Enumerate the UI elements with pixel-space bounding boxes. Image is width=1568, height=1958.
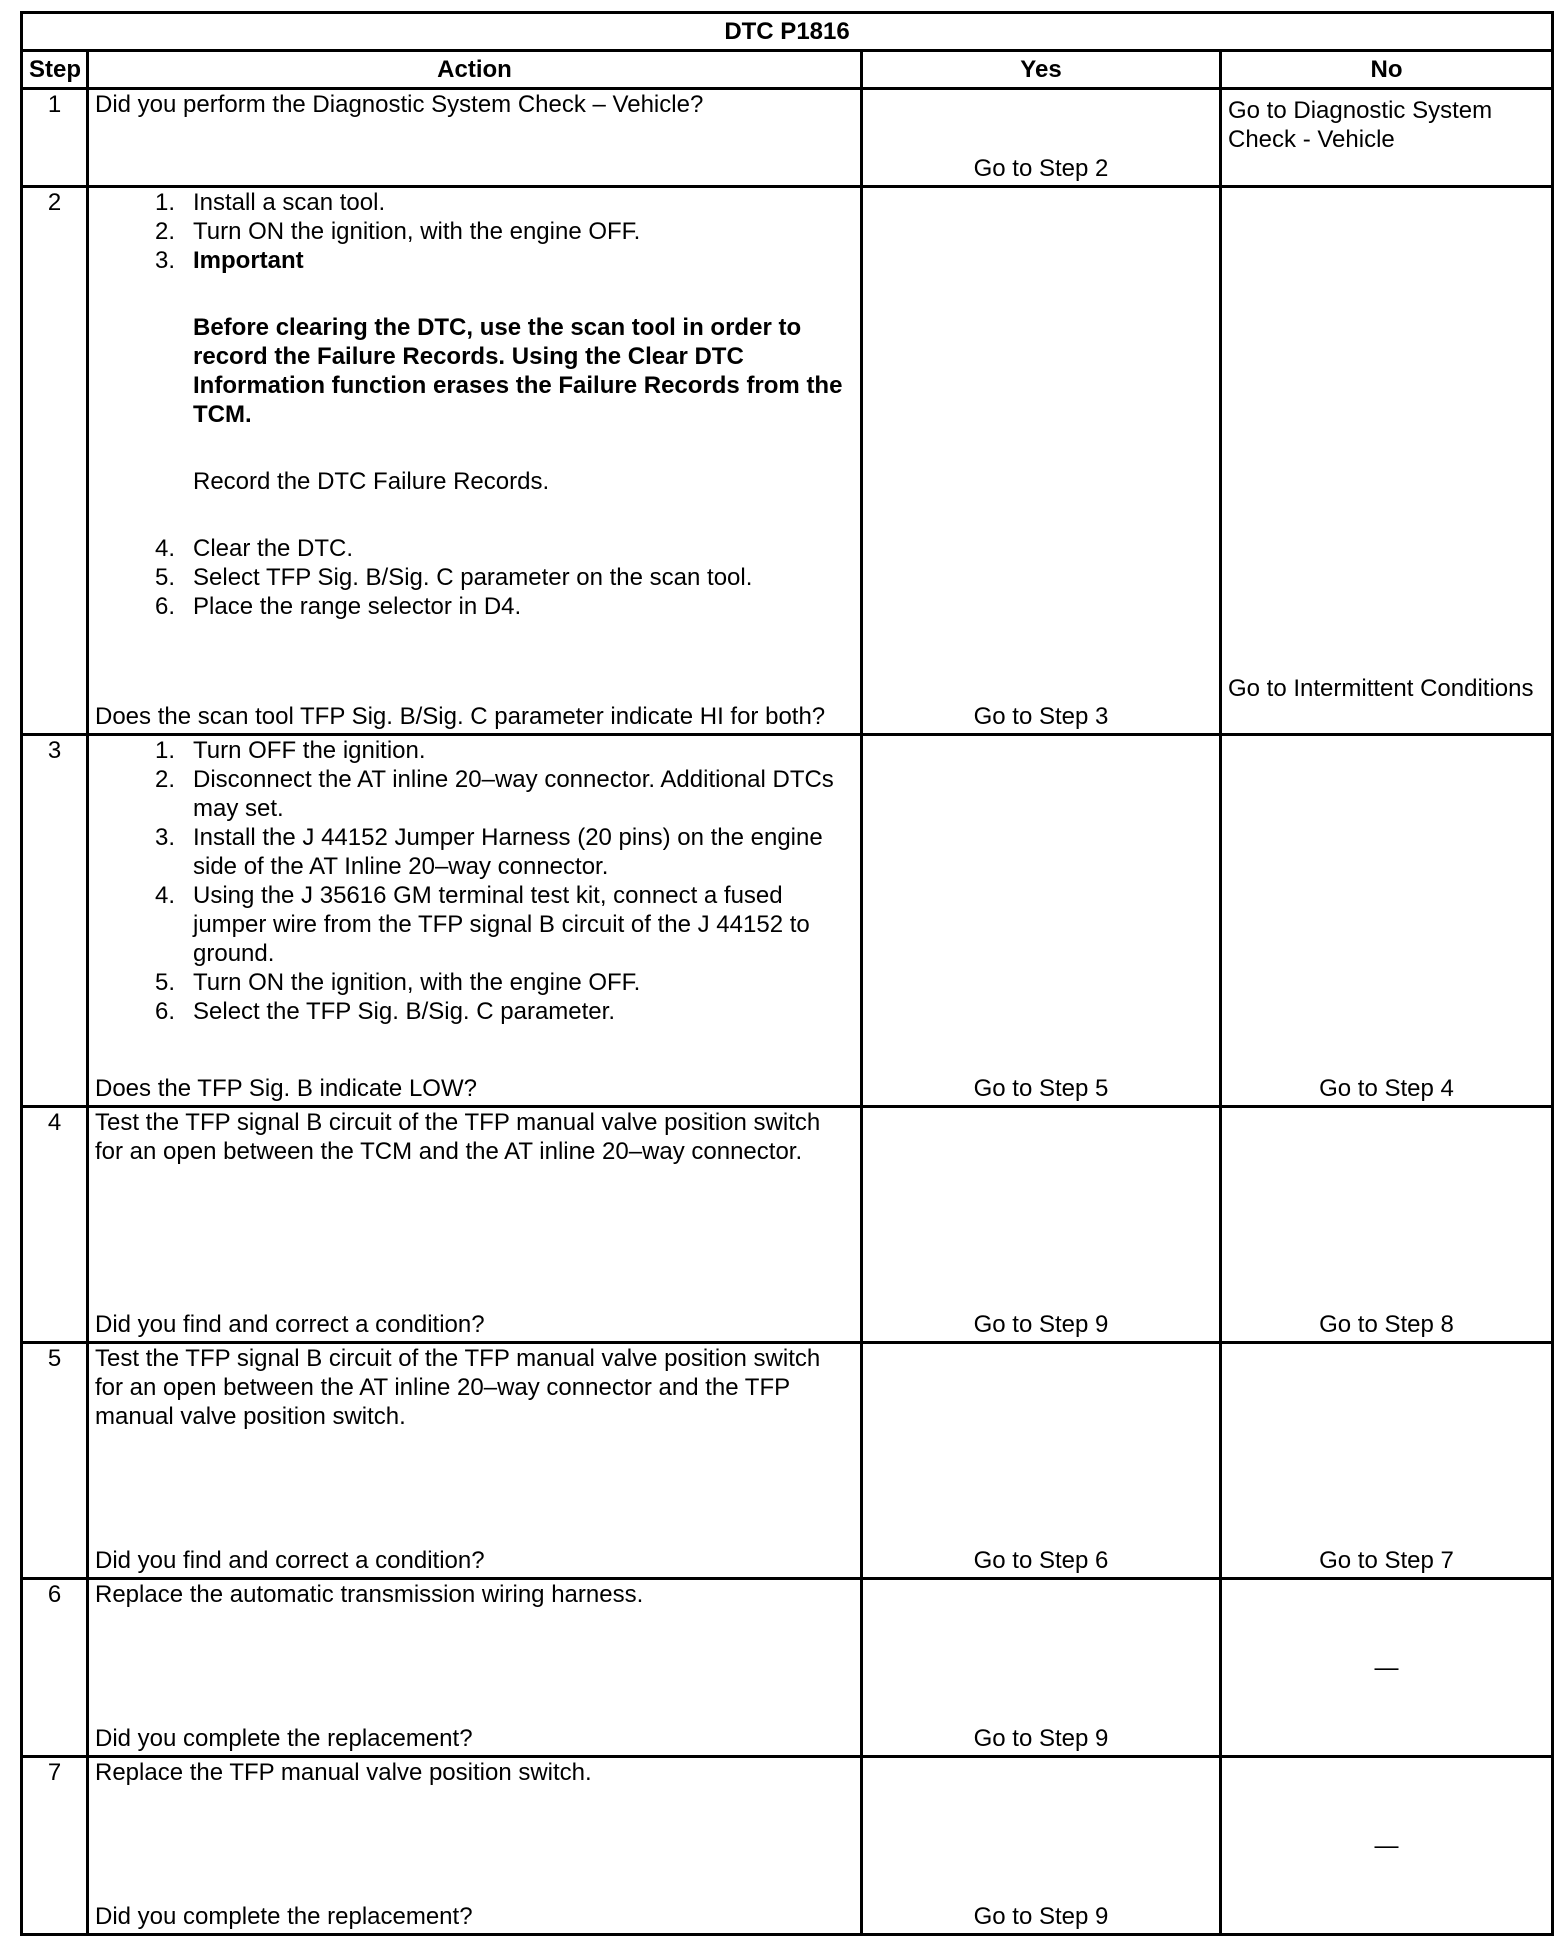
instruction-list xyxy=(95,534,854,621)
list-item xyxy=(95,563,854,592)
list-item xyxy=(95,592,854,621)
action-cell xyxy=(88,1343,862,1579)
action-text: Did you perform the Diagnostic System Check – Vehicle? xyxy=(95,91,704,118)
list-item xyxy=(95,823,854,881)
list-item xyxy=(95,765,854,823)
no-cell xyxy=(1221,1343,1553,1579)
list-item xyxy=(95,534,854,563)
item-number: 4. xyxy=(154,535,175,562)
no-link[interactable]: Go to Step 7 xyxy=(1319,1547,1454,1574)
table-row xyxy=(22,1757,1553,1935)
step-number: 3 xyxy=(22,735,88,1107)
item-text: Select TFP Sig. B/Sig. C parameter on the scan tool. xyxy=(193,564,753,591)
yes-link[interactable]: Go to Step 9 xyxy=(973,1725,1109,1752)
action-cell xyxy=(88,735,862,1107)
action-text: Replace the TFP manual valve position switch. xyxy=(95,1759,592,1786)
item-text: Turn ON the ignition, with the engine OFF. xyxy=(193,218,641,245)
no-dash: — xyxy=(1374,1654,1399,1681)
header-step: Step xyxy=(22,51,88,89)
list-item xyxy=(95,736,854,765)
item-text: Using the J 35616 GM terminal test kit, connect a fused jumper wire from the TFP signal B circuit of the J 44152 to ground. xyxy=(193,882,810,967)
item-number: 3. xyxy=(154,824,175,851)
no-link[interactable]: Go to Diagnostic System Check - Vehicle xyxy=(1228,97,1493,153)
step-number: 5 xyxy=(22,1343,88,1579)
yes-cell xyxy=(862,1579,1221,1757)
item-number: 5. xyxy=(154,969,175,996)
yes-link[interactable]: Go to Step 9 xyxy=(973,1311,1109,1338)
no-cell xyxy=(1221,89,1553,187)
yes-link[interactable]: Go to Step 5 xyxy=(973,1075,1109,1102)
item-text: Turn OFF the ignition. xyxy=(193,737,426,764)
yes-cell xyxy=(862,187,1221,735)
table-row xyxy=(22,89,1553,187)
action-cell xyxy=(88,187,862,735)
table-row xyxy=(22,1343,1553,1579)
question-text: Did you find and correct a condition? xyxy=(95,1311,485,1338)
step-number: 4 xyxy=(22,1107,88,1343)
no-cell xyxy=(1221,187,1553,735)
table-title: DTC P1816 xyxy=(22,13,1553,51)
yes-cell xyxy=(862,1757,1221,1935)
no-link[interactable]: Go to Intermittent Conditions xyxy=(1228,675,1534,702)
table-row xyxy=(22,735,1553,1107)
instruction-list xyxy=(95,736,854,1026)
table-row xyxy=(22,1579,1553,1757)
record-text: Record the DTC Failure Records. xyxy=(193,468,550,495)
item-number: 1. xyxy=(154,737,175,764)
list-item xyxy=(95,881,854,968)
dtc-table xyxy=(20,11,1554,1936)
yes-link[interactable]: Go to Step 2 xyxy=(973,155,1109,182)
important-label: Important xyxy=(193,247,304,274)
item-number: 4. xyxy=(154,882,175,909)
list-item xyxy=(95,968,854,997)
item-text: Disconnect the AT inline 20–way connector. Additional DTCs may set. xyxy=(193,766,834,822)
question-text: Does the scan tool TFP Sig. B/Sig. C parameter indicate HI for both? xyxy=(95,703,826,730)
item-number: 2. xyxy=(154,766,175,793)
step-number: 6 xyxy=(22,1579,88,1757)
no-cell xyxy=(1221,1757,1553,1935)
action-cell xyxy=(88,1579,862,1757)
item-text: Select the TFP Sig. B/Sig. C parameter. xyxy=(193,998,615,1025)
no-cell xyxy=(1221,735,1553,1107)
list-item xyxy=(95,997,854,1026)
yes-link[interactable]: Go to Step 3 xyxy=(973,703,1109,730)
item-number: 5. xyxy=(154,564,175,591)
item-number: 6. xyxy=(154,998,175,1025)
item-number: 2. xyxy=(154,218,175,245)
no-dash: — xyxy=(1374,1832,1399,1859)
important-text: Before clearing the DTC, use the scan tool in order to record the Failure Records. Using the Clear DTC Information function erases the Failure Records from the TCM. xyxy=(193,314,843,428)
no-link[interactable]: Go to Step 8 xyxy=(1319,1311,1454,1338)
yes-link[interactable]: Go to Step 9 xyxy=(973,1903,1109,1930)
action-text: Replace the automatic transmission wiring harness. xyxy=(95,1581,644,1608)
yes-cell xyxy=(862,1107,1221,1343)
item-number: 6. xyxy=(154,593,175,620)
yes-cell xyxy=(862,1343,1221,1579)
action-text: Test the TFP signal B circuit of the TFP manual valve position switch for an open between the AT inline 20–way connector and the TFP manual valve position switch. xyxy=(95,1345,821,1430)
header-yes: Yes xyxy=(862,51,1221,89)
list-item xyxy=(95,217,854,246)
question-text: Did you find and correct a condition? xyxy=(95,1547,485,1574)
table-row xyxy=(22,187,1553,735)
question-text: Did you complete the replacement? xyxy=(95,1903,473,1930)
item-text: Install a scan tool. xyxy=(193,189,386,216)
item-text: Turn ON the ignition, with the engine OFF. xyxy=(193,969,641,996)
action-cell xyxy=(88,1757,862,1935)
action-cell xyxy=(88,1107,862,1343)
question-text: Does the TFP Sig. B indicate LOW? xyxy=(95,1075,477,1102)
item-text: Install the J 44152 Jumper Harness (20 pins) on the engine side of the AT Inline 20–way connector. xyxy=(193,824,823,880)
action-text: Test the TFP signal B circuit of the TFP manual valve position switch for an open between the TCM and the AT inline 20–way connector. xyxy=(95,1109,821,1165)
action-cell xyxy=(88,89,862,187)
yes-link[interactable]: Go to Step 6 xyxy=(973,1547,1109,1574)
item-text: Clear the DTC. xyxy=(193,535,354,562)
list-item xyxy=(95,246,854,275)
question-text: Did you complete the replacement? xyxy=(95,1725,473,1752)
item-number: 1. xyxy=(154,189,175,216)
instruction-list xyxy=(95,188,854,275)
no-cell xyxy=(1221,1579,1553,1757)
yes-cell xyxy=(862,735,1221,1107)
item-text: Place the range selector in D4. xyxy=(193,593,522,620)
header-action: Action xyxy=(88,51,862,89)
no-link[interactable]: Go to Step 4 xyxy=(1319,1075,1454,1102)
item-number: 3. xyxy=(154,247,175,274)
step-number: 1 xyxy=(22,89,88,187)
step-number: 7 xyxy=(22,1757,88,1935)
no-cell xyxy=(1221,1107,1553,1343)
header-no: No xyxy=(1221,51,1553,89)
yes-cell xyxy=(862,89,1221,187)
list-item xyxy=(95,188,854,217)
step-number: 2 xyxy=(22,187,88,735)
table-row xyxy=(22,1107,1553,1343)
